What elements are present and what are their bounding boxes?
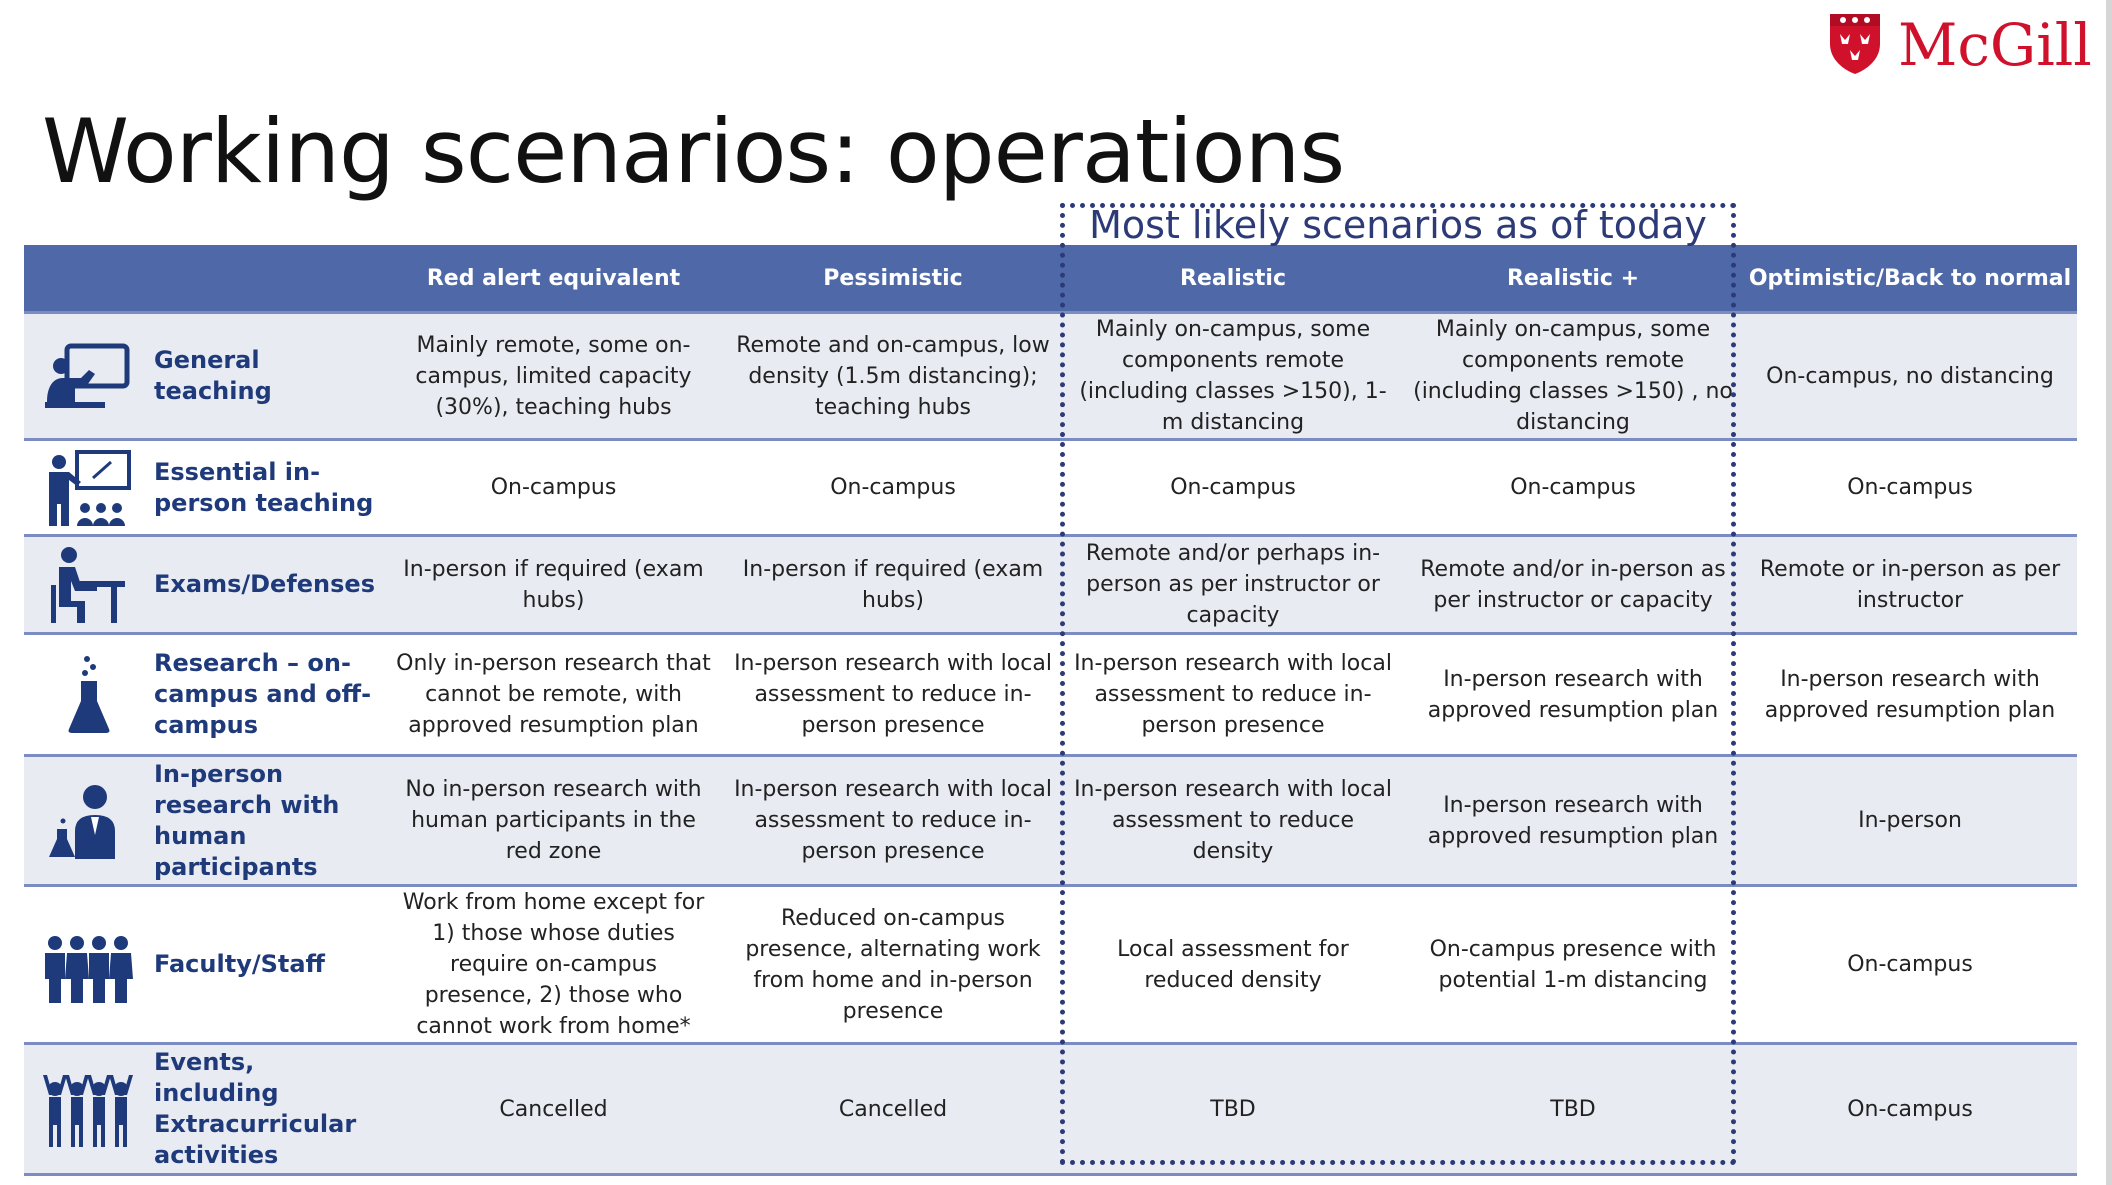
table-row	[24, 313, 2077, 440]
table-cell: On-campus	[1063, 440, 1403, 536]
row-label: Essential in-person teaching	[154, 440, 384, 536]
row-label: Research – on-campus and off-campus	[154, 634, 384, 756]
row-label: In-person research with human participants	[154, 756, 384, 886]
table-cell: In-person	[1743, 756, 2077, 886]
table-cell: In-person research with local assessment to reduce in-person presence	[723, 756, 1063, 886]
scenario-table	[24, 245, 2077, 1176]
table-cell: TBD	[1063, 1044, 1403, 1175]
table-cell: Only in-person research that cannot be remote, with approved resumption plan	[384, 634, 723, 756]
column-header-red-alert: Red alert equivalent	[384, 245, 723, 313]
table-cell: In-person research with local assessment to reduce in-person presence	[1063, 634, 1403, 756]
table-cell: On-campus	[723, 440, 1063, 536]
table-cell: On-campus	[1743, 886, 2077, 1044]
classroom-teacher-icon	[41, 448, 137, 528]
table-cell: In-person research with approved resumption plan	[1403, 756, 1743, 886]
column-header-pessimistic: Pessimistic	[723, 245, 1063, 313]
logo-wordmark: McGill	[1898, 11, 2092, 79]
table-cell: Remote and on-campus, low density (1.5m distancing); teaching hubs	[723, 313, 1063, 440]
column-header-optimistic: Optimistic/Back to normal	[1743, 245, 2077, 313]
table-cell: Mainly on-campus, some components remote (including classes >150) , no distancing	[1403, 313, 1743, 440]
table-row	[24, 1044, 2077, 1175]
table-cell: Remote or in-person as per instructor	[1743, 536, 2077, 634]
table-cell: In-person if required (exam hubs)	[723, 536, 1063, 634]
row-label: Events, including Extracurricular activities	[154, 1044, 384, 1175]
table-cell: On-campus, no distancing	[1743, 313, 2077, 440]
table-cell: On-campus	[1403, 440, 1743, 536]
table-cell: Remote and/or in-person as per instructor or capacity	[1403, 536, 1743, 634]
table-cell: Mainly remote, some on-campus, limited capacity (30%), teaching hubs	[384, 313, 723, 440]
table-cell: In-person if required (exam hubs)	[384, 536, 723, 634]
table-row	[24, 536, 2077, 634]
table-cell: Work from home except for 1) those whose duties require on-campus presence, 2) those who cannot work from home*	[384, 886, 723, 1044]
table-row	[24, 440, 2077, 536]
table-cell: In-person research with local assessment to reduce in-person presence	[723, 634, 1063, 756]
table-header-row	[24, 245, 2077, 313]
staff-group-icon	[41, 925, 137, 1005]
table-cell: On-campus	[384, 440, 723, 536]
table-cell: Local assessment for reduced density	[1063, 886, 1403, 1044]
highlight-label: Most likely scenarios as of today	[1089, 203, 1707, 247]
table-cell: In-person research with local assessment to reduce density	[1063, 756, 1403, 886]
table-cell: Mainly on-campus, some components remote (including classes >150), 1-m distancing	[1063, 313, 1403, 440]
column-header-realistic: Realistic	[1063, 245, 1403, 313]
table-cell: TBD	[1403, 1044, 1743, 1175]
crest-icon	[1826, 10, 1884, 80]
table-row	[24, 634, 2077, 756]
table-row	[24, 756, 2077, 886]
table-cell: In-person research with approved resumption plan	[1743, 634, 2077, 756]
table-cell: On-campus presence with potential 1-m distancing	[1403, 886, 1743, 1044]
table-cell: Reduced on-campus presence, alternating work from home and in-person presence	[723, 886, 1063, 1044]
table-cell: In-person research with approved resumption plan	[1403, 634, 1743, 756]
column-header	[154, 245, 384, 313]
table-cell: On-campus	[1743, 440, 2077, 536]
scientist-icon	[41, 781, 137, 861]
table-cell: No in-person research with human participants in the red zone	[384, 756, 723, 886]
row-label: Faculty/Staff	[154, 886, 384, 1044]
row-label: Exams/Defenses	[154, 536, 384, 634]
column-header	[24, 245, 154, 313]
table-cell: Remote and/or perhaps in-person as per instructor or capacity	[1063, 536, 1403, 634]
table-cell: Cancelled	[723, 1044, 1063, 1175]
table-cell: Cancelled	[384, 1044, 723, 1175]
slide-title: Working scenarios: operations	[42, 100, 1345, 203]
cheering-people-icon	[41, 1069, 137, 1149]
table-row	[24, 886, 2077, 1044]
mcgill-logo	[1826, 10, 2092, 80]
row-label: General teaching	[154, 313, 384, 440]
teaching-screen-icon	[41, 336, 137, 416]
window-edge	[2106, 0, 2112, 1185]
column-header-realistic-plus: Realistic +	[1403, 245, 1743, 313]
table-cell: On-campus	[1743, 1044, 2077, 1175]
flask-icon	[41, 655, 137, 735]
student-desk-icon	[41, 545, 137, 625]
